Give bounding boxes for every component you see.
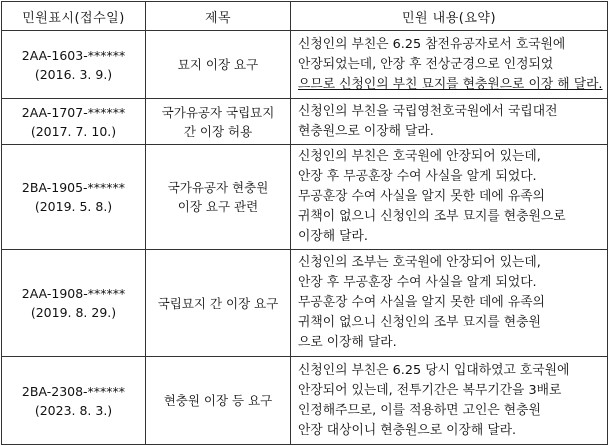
content-line: 인정해주므로, 이를 적용하면 고인은 현충원 bbox=[298, 402, 541, 418]
content-line: 이장해 달라. bbox=[298, 229, 368, 244]
content-line-underlined: 으므로 신청인의 부친 묘지를 현충원으로 이장 해 달라. bbox=[298, 76, 603, 92]
header-complaint-id: 민원표시(접수일) bbox=[2, 2, 146, 31]
complaint-id: 2AA-1908-****** bbox=[21, 286, 126, 301]
table-row bbox=[2, 145, 608, 250]
content-line: 신청인의 부친은 6.25 참전유공자로서 호국원에 bbox=[298, 36, 566, 52]
complaint-date: (2023. 8. 3.) bbox=[34, 402, 113, 418]
content-line: 안장 후 무공훈장 수여 사실을 알게 되었다. bbox=[298, 275, 537, 290]
complaint-title: 현충원 이장 등 요구 bbox=[163, 393, 273, 408]
content-line: 귀책이 없으니 신청인의 조부 묘지를 현충원으로 bbox=[298, 209, 566, 224]
complaint-title: 국가유공자 국립묘지 bbox=[161, 104, 275, 120]
content-line: 신청인의 부친을 국립영천호국원에서 국립대전 bbox=[298, 103, 558, 119]
complaint-date: (2019. 5. 8.) bbox=[34, 199, 113, 214]
title-cell bbox=[146, 250, 291, 357]
complaint-title: 간 이장 허용 bbox=[183, 123, 253, 139]
table-row bbox=[2, 357, 608, 445]
table-header-row bbox=[2, 2, 608, 31]
table-row bbox=[2, 31, 608, 99]
complaint-id-cell bbox=[2, 357, 146, 445]
content-line: 무공훈장 수여 사실을 알지 못한 데에 유족의 bbox=[298, 295, 545, 310]
table-row bbox=[2, 99, 608, 145]
complaints-table bbox=[1, 1, 608, 445]
complaint-id-cell bbox=[2, 145, 146, 250]
content-line: 신청인의 조부는 호국원에 안장되어 있는데, bbox=[298, 255, 541, 270]
content-cell bbox=[291, 145, 608, 250]
title-cell bbox=[146, 31, 291, 99]
title-cell bbox=[146, 99, 291, 145]
complaint-date: (2019. 8. 29.) bbox=[30, 305, 117, 320]
table-row bbox=[2, 250, 608, 357]
content-line: 신청인의 부친은 호국원에 안장되어 있는데, bbox=[298, 149, 541, 164]
content-line: 안장되어 있는데, 전투기간은 복무기간을 3배로 bbox=[298, 382, 562, 398]
title-cell bbox=[146, 145, 291, 250]
content-line: 안장 대상이니 현충원으로 이장해 달라. bbox=[298, 422, 517, 438]
complaint-title: 묘지 이장 요구 bbox=[177, 57, 259, 72]
content-line: 현충원으로 이장해 달라. bbox=[298, 123, 434, 139]
content-cell bbox=[291, 99, 608, 145]
complaint-date: (2017. 7. 10.) bbox=[30, 123, 117, 139]
content-line: 귀책이 없으니 신청인의 조부 묘지를 현충원 bbox=[298, 315, 541, 330]
complaint-id: 2BA-2308-****** bbox=[21, 383, 126, 399]
complaint-title: 국립묘지 간 이장 요구 bbox=[157, 295, 279, 311]
header-title: 제목 bbox=[146, 2, 291, 31]
complaint-id-cell bbox=[2, 250, 146, 357]
header-content: 민원 내용(요약) bbox=[291, 2, 608, 31]
complaint-id-cell bbox=[2, 99, 146, 145]
complaint-id-cell bbox=[2, 31, 146, 99]
complaint-id: 2BA-1905-****** bbox=[21, 180, 126, 195]
content-line: 신청인의 부친은 6.25 당시 입대하였고 호국원에 bbox=[298, 362, 570, 378]
content-line: 안장 후 무공훈장 수여 사실을 알게 되었다. bbox=[298, 169, 537, 184]
title-cell bbox=[146, 357, 291, 445]
content-cell bbox=[291, 31, 608, 99]
content-line: 안장되었는데, 안장 후 전상군경으로 인정되었 bbox=[298, 56, 554, 72]
content-line: 으로 이장해 달라. bbox=[298, 335, 397, 350]
complaint-id: 2AA-1707-****** bbox=[21, 104, 126, 120]
complaint-id: 2AA-1603-****** bbox=[21, 47, 126, 63]
content-cell bbox=[291, 250, 608, 357]
complaint-title: 이장 요구 관련 bbox=[177, 199, 259, 214]
content-line: 무공훈장 수여 사실을 알지 못한 데에 유족의 bbox=[298, 189, 545, 204]
complaint-date: (2016. 3. 9.) bbox=[34, 66, 113, 82]
content-cell bbox=[291, 357, 608, 445]
complaint-title: 국가유공자 현충원 bbox=[167, 180, 269, 195]
